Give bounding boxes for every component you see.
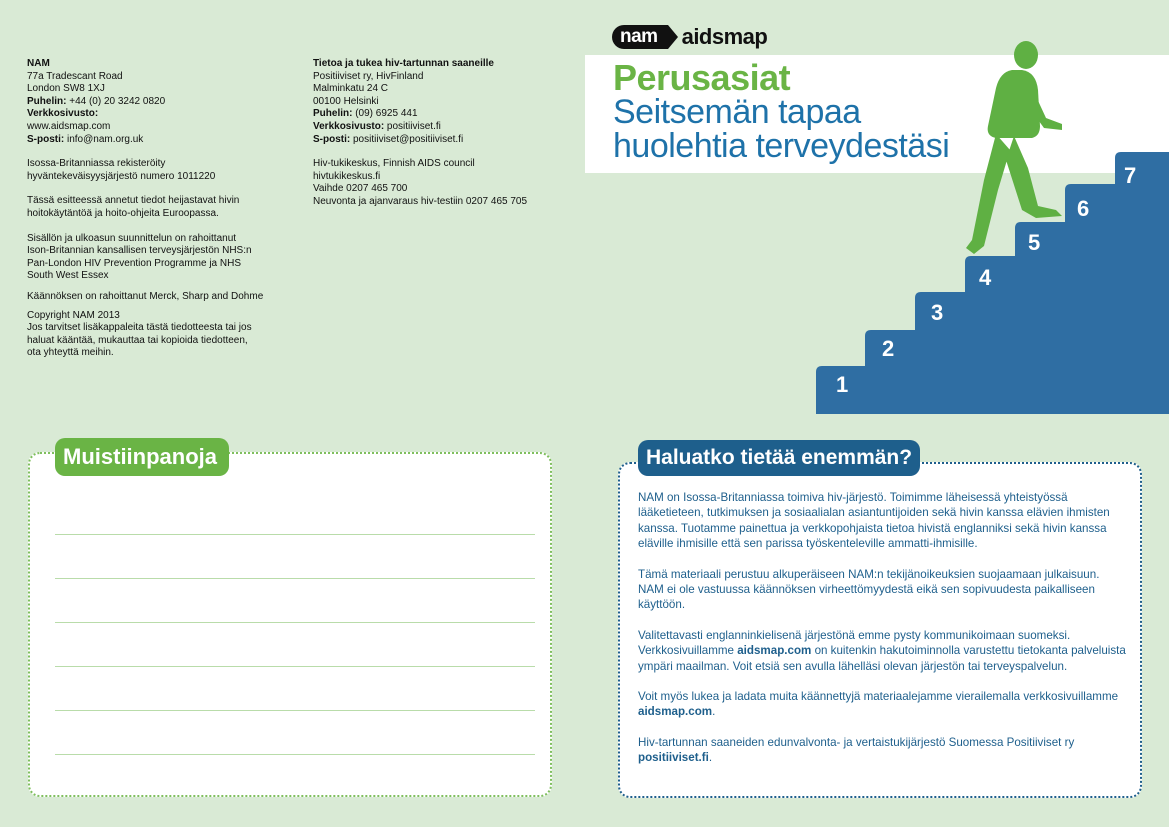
funding-line: Pan-London HIV Prevention Programme ja NHS xyxy=(27,257,241,269)
address-line: Positiiviset ry, HivFinland xyxy=(313,70,424,82)
logo-nam: nam xyxy=(612,25,668,49)
address-line: 00100 Helsinki xyxy=(313,95,379,107)
web-label: Verkkosivusto: xyxy=(27,108,99,120)
copy-line: Jos tarvitset lisäkappaleita tästä tiedotteesta tai jos xyxy=(27,322,252,334)
aidsmap-link[interactable]: aidsmap.com xyxy=(737,644,812,658)
step-number: 2 xyxy=(882,336,895,361)
center-link[interactable]: hivtukikeskus.fi xyxy=(313,170,381,182)
phone-label: Puhelin: xyxy=(313,108,353,120)
address-line: Malminkatu 24 C xyxy=(313,83,389,95)
aidsmap-link[interactable]: aidsmap.com xyxy=(638,705,713,719)
notes-line[interactable] xyxy=(55,754,535,755)
copyright: Copyright NAM 2013 xyxy=(27,309,120,321)
notes-line[interactable] xyxy=(55,578,535,579)
email-label: S-posti: xyxy=(27,133,65,145)
funding-line: Sisällön ja ulkoasun suunnittelun on rahoittanut xyxy=(27,232,237,244)
notes-title: Muistiinpanoja xyxy=(55,438,229,476)
translation-credit: Käännöksen on rahoittanut Merck, Sharp and Dohme xyxy=(27,290,264,302)
copy-line: haluat kääntää, mukauttaa tai kopioida tiedotteen, xyxy=(27,334,248,346)
phone-row xyxy=(313,108,573,121)
phone-value: +44 (0) 20 3242 0820 xyxy=(66,95,166,107)
email-link[interactable]: positiiviset@positiiviset.fi xyxy=(350,133,464,145)
info-line: Tässä esitteessä annetut tiedot heijastavat hivin xyxy=(27,195,240,207)
info-line: hoitokäytäntöä ja hoito-ohjeita Euroopassa. xyxy=(27,207,219,219)
web-link[interactable]: positiiviset.fi xyxy=(384,120,441,132)
positiiviset-link[interactable]: positiiviset.fi xyxy=(638,751,709,765)
phone-row xyxy=(27,96,287,109)
step-number: 7 xyxy=(1124,163,1137,188)
address-line: 77a Tradescant Road xyxy=(27,70,123,82)
finland-contact-info xyxy=(313,58,573,209)
nam-contact-info xyxy=(27,58,287,360)
email-row xyxy=(313,134,573,147)
phone-value: (09) 6925 441 xyxy=(352,108,418,120)
web-label: Verkkosivusto: xyxy=(313,120,385,132)
section-heading: Tietoa ja tukea hiv-tartunnan saaneille xyxy=(313,58,494,69)
notes-box xyxy=(28,452,552,797)
notes-line[interactable] xyxy=(55,666,535,667)
info-paragraph: Hiv-tartunnan saaneiden edunvalvonta- ja vertaistukijärjestö Suomessa Positiiviset ry positiiviset.fi. xyxy=(638,735,1075,765)
subtitle-line: huolehtia terveydestäsi xyxy=(613,127,950,165)
info-paragraph: Voit myös lukea ja ladata muita käännettyjä materiaalejamme vierailemalla verkkosivuillamme aidsmap.com. xyxy=(638,690,1119,719)
charity-line: Isossa-Britanniassa rekisteröity xyxy=(27,158,166,170)
center-line: Hiv-tukikeskus, Finnish AIDS council xyxy=(313,158,475,170)
step-number: 4 xyxy=(979,265,992,290)
info-paragraph: Valitettavasti englanninkielisenä järjestönä emme pysty kommunikoimaan suomeksi. Verkkosivuillamme aidsmap.com on kuitenkin hakutoiminnolla varustettu tietokanta palveluista ympäri maailman. Voit etsiä sen avulla lähelläsi olevan järjestön tai terveyspalvelun. xyxy=(638,628,1126,673)
center-line: Neuvonta ja ajanvaraus hiv-testiin 0207 465 705 xyxy=(313,195,528,207)
step-number: 1 xyxy=(836,372,849,397)
notes-line[interactable] xyxy=(55,534,535,535)
phone-label: Puhelin: xyxy=(27,95,67,107)
copy-line: ota yhteyttä meihin. xyxy=(27,347,114,359)
email-label: S-posti: xyxy=(313,133,351,145)
subtitle-line: Seitsemän tapaa xyxy=(613,93,861,131)
logo-aidsmap: aidsmap xyxy=(681,24,768,49)
stairs-illustration xyxy=(800,40,1169,415)
web-link[interactable]: www.aidsmap.com xyxy=(27,120,111,132)
info-title: Haluatko tietää enemmän? xyxy=(638,440,920,476)
email-row xyxy=(27,134,287,147)
center-line: Vaihde 0207 465 700 xyxy=(313,183,408,195)
web-row xyxy=(313,121,573,134)
info-paragraph: NAM on Isossa-Britanniassa toimiva hiv-järjestö. Toimimme läheisessä yhteistyössä lääketieteen, tutkimuksen ja sosiaalialan asiantuntijoiden sekä hivin kanssa elävien ihmisten kanssa. Tuotamme painettua ja verkkopohjaista tietoa hivistä englanniksi sekä hivin kanssa eläville ihmisille että sen parissa työskenteleville ammatti-ihmisille. xyxy=(638,491,1110,551)
email-link[interactable]: info@nam.org.uk xyxy=(64,133,144,145)
info-text xyxy=(638,490,1128,781)
step-number: 3 xyxy=(931,300,944,325)
funding-line: Ison-Britannian kansallisen terveysjärjestön NHS:n xyxy=(27,245,252,257)
funding-line: South West Essex xyxy=(27,270,109,282)
nam-aidsmap-logo xyxy=(612,24,767,50)
step-number: 5 xyxy=(1028,230,1041,255)
notes-line[interactable] xyxy=(55,710,535,711)
page-title: Perusasiat xyxy=(613,57,791,98)
step-number: 6 xyxy=(1077,196,1090,221)
notes-line[interactable] xyxy=(55,622,535,623)
org-name: NAM xyxy=(27,58,50,69)
info-paragraph: Tämä materiaali perustuu alkuperäiseen NAM:n tekijänoikeuksien suojaamaan julkaisuun. NAM ei ole vastuussa käännöksen virheettömyydestä eikä sen sopivuudesta paikalliseen käyttöön. xyxy=(638,567,1100,612)
charity-line: hyväntekeväisyysjärjestö numero 1011220 xyxy=(27,170,216,182)
address-line: London SW8 1XJ xyxy=(27,83,105,95)
